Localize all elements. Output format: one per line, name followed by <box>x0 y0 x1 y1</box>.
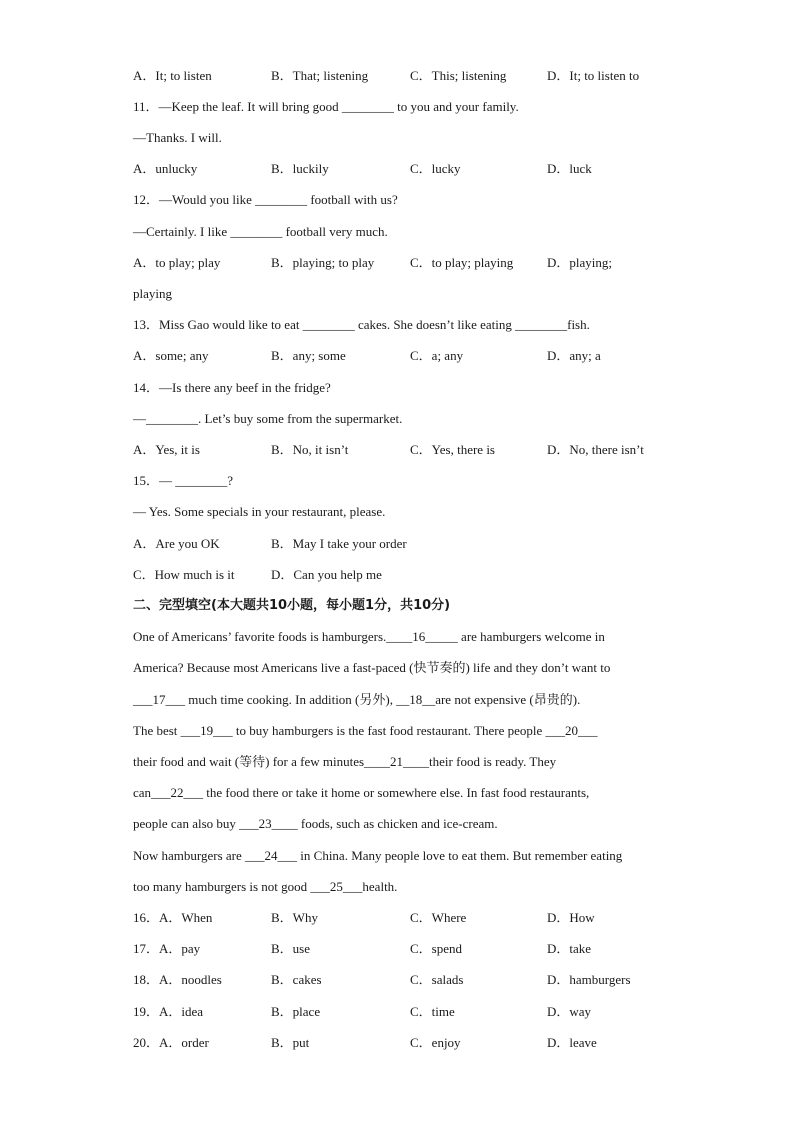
q14-option-a[interactable]: A．Yes, it is <box>133 442 200 457</box>
q14-options <box>133 442 673 458</box>
q15-stem: 15．— ________? <box>133 473 234 488</box>
q17-option-d[interactable]: D．take <box>547 941 592 956</box>
q11-option-c[interactable]: C．lucky <box>410 161 461 176</box>
q14-option-d[interactable]: D．No, there isn’t <box>547 442 644 457</box>
q12-reply: —Certainly. I like ________ football very much. <box>133 224 388 239</box>
q10-option-b[interactable]: B．That; listening <box>271 68 369 83</box>
q18-option-a[interactable]: 18．A．noodles <box>133 972 222 987</box>
q20-option-a[interactable]: 20．A．order <box>133 1035 209 1050</box>
q18-option-b[interactable]: B．cakes <box>271 972 322 987</box>
q13-option-c[interactable]: C．a; any <box>410 348 464 363</box>
passage-line: Now hamburgers are ___24___ in China. Many people love to eat them. But remember eating <box>133 848 623 863</box>
q10-option-c[interactable]: C．This; listening <box>410 68 507 83</box>
q17-options <box>133 941 673 957</box>
q14-option-c[interactable]: C．Yes, there is <box>410 442 495 457</box>
q16-options <box>133 910 673 926</box>
q13-options <box>133 348 673 364</box>
passage-line: One of Americans’ favorite foods is hamburgers.____16_____ are hamburgers welcome in <box>133 629 605 644</box>
q15-option-a[interactable]: A．Are you OK <box>133 536 220 551</box>
q10-option-a[interactable]: A．It; to listen <box>133 68 212 83</box>
q12-option-c[interactable]: C．to play; playing <box>410 255 514 270</box>
q14-reply: —________. Let’s buy some from the supermarket. <box>133 411 403 426</box>
q15-option-d[interactable]: D．Can you help me <box>271 567 382 582</box>
q20-option-d[interactable]: D．leave <box>547 1035 597 1050</box>
q11-option-d[interactable]: D．luck <box>547 161 592 176</box>
q16-option-c[interactable]: C．Where <box>410 910 467 925</box>
q10-options <box>133 68 673 84</box>
q12-option-d[interactable]: D．playing; <box>547 255 612 270</box>
q12-option-a[interactable]: A．to play; play <box>133 255 221 270</box>
q12-options <box>133 255 673 271</box>
q13-option-d[interactable]: D．any; a <box>547 348 601 363</box>
q17-option-a[interactable]: 17．A．pay <box>133 941 201 956</box>
q20-option-b[interactable]: B．put <box>271 1035 310 1050</box>
passage-line: people can also buy ___23____ foods, such as chicken and ice-cream. <box>133 816 498 831</box>
q16-option-b[interactable]: B．Why <box>271 910 318 925</box>
q11-option-a[interactable]: A．unlucky <box>133 161 198 176</box>
q11-stem: 11．—Keep the leaf. It will bring good ________ to you and your family. <box>133 99 519 114</box>
q18-option-d[interactable]: D．hamburgers <box>547 972 631 987</box>
q11-reply: —Thanks. I will. <box>133 130 222 145</box>
q16-option-a[interactable]: 16．A．When <box>133 910 213 925</box>
q15-option-c[interactable]: C．How much is it <box>133 567 235 582</box>
passage-line: ___17___ much time cooking. In addition (另外), __18__are not expensive (昂贵的). <box>133 692 581 707</box>
q12-option-b[interactable]: B．playing; to play <box>271 255 375 270</box>
q19-option-d[interactable]: D．way <box>547 1004 592 1019</box>
q11-options <box>133 161 673 177</box>
q15-options-row1 <box>133 536 673 552</box>
q17-option-b[interactable]: B．use <box>271 941 311 956</box>
q10-option-d[interactable]: D．It; to listen to <box>547 68 640 83</box>
section-heading-cloze: 二、完型填空(本大题共10小题，每小题1分，共10分) <box>133 598 451 613</box>
q13-stem: 13．Miss Gao would like to eat ________ cakes. She doesn’t like eating ________fish. <box>133 317 590 332</box>
q16-option-d[interactable]: D．How <box>547 910 595 925</box>
q19-option-a[interactable]: 19．A．idea <box>133 1004 204 1019</box>
q20-option-c[interactable]: C．enjoy <box>410 1035 461 1050</box>
passage-line: can___22___ the food there or take it home or somewhere else. In fast food restaurants, <box>133 785 590 800</box>
q12-stem: 12．—Would you like ________ football with us? <box>133 192 398 207</box>
q15-option-b[interactable]: B．May I take your order <box>271 536 407 551</box>
q17-option-c[interactable]: C．spend <box>410 941 463 956</box>
q13-option-a[interactable]: A．some; any <box>133 348 209 363</box>
q15-reply: — Yes. Some specials in your restaurant, please. <box>133 504 386 519</box>
q19-option-c[interactable]: C．time <box>410 1004 455 1019</box>
q11-option-b[interactable]: B．luckily <box>271 161 329 176</box>
q14-stem: 14．—Is there any beef in the fridge? <box>133 380 331 395</box>
q15-options-row2 <box>133 567 673 583</box>
passage-line: The best ___19___ to buy hamburgers is the fast food restaurant. There people ___20___ <box>133 723 598 738</box>
q14-option-b[interactable]: B．No, it isn’t <box>271 442 349 457</box>
q18-options <box>133 972 673 988</box>
passage-line: America? Because most Americans live a fast-paced (快节奏的) life and they don’t want to <box>133 660 611 675</box>
passage-line: too many hamburgers is not good ___25___health. <box>133 879 398 894</box>
q18-option-c[interactable]: C．salads <box>410 972 464 987</box>
passage-line: their food and wait (等待) for a few minutes____21____their food is ready. They <box>133 754 557 769</box>
q19-option-b[interactable]: B．place <box>271 1004 321 1019</box>
q20-options <box>133 1035 673 1051</box>
q19-options <box>133 1004 673 1020</box>
q13-option-b[interactable]: B．any; some <box>271 348 346 363</box>
q12-option-d-wrap: playing <box>133 286 172 301</box>
